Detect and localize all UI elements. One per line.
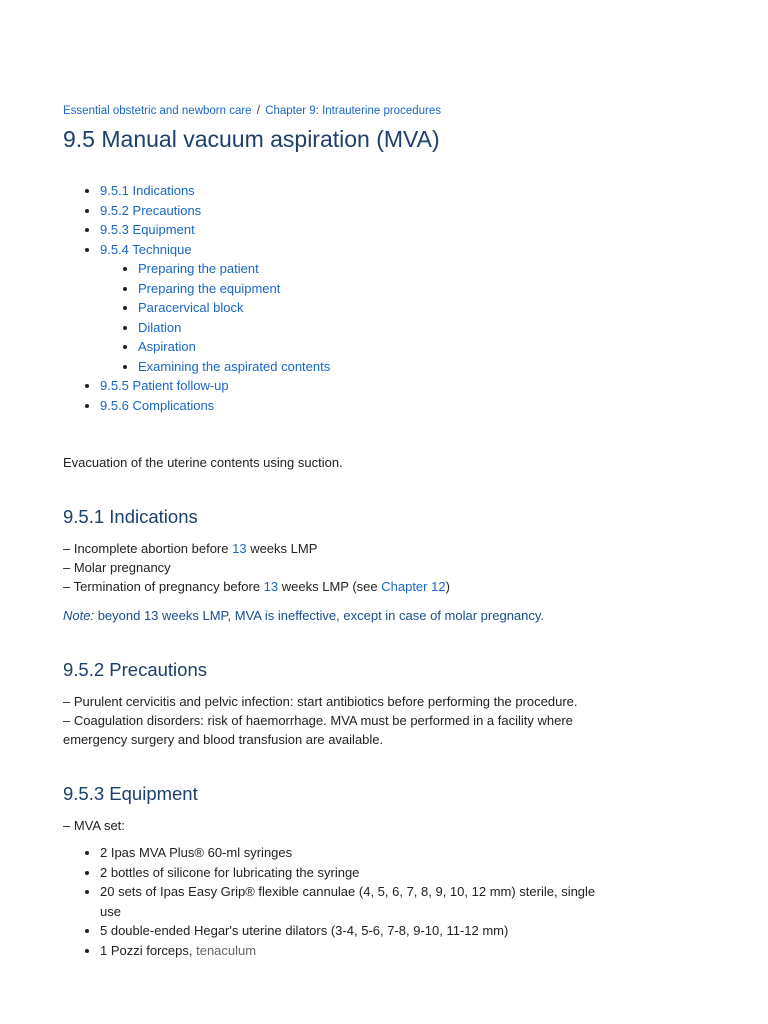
- breadcrumb-book-link[interactable]: Essential obstetric and newborn care: [63, 105, 252, 117]
- equipment-item: [100, 941, 603, 961]
- toc-item: [100, 396, 603, 416]
- toc-link-examining-contents[interactable]: Examining the aspirated contents: [138, 358, 331, 374]
- breadcrumb-separator: /: [256, 105, 260, 117]
- glossary-term[interactable]: tenaculum: [196, 942, 257, 958]
- toc-link-dilation[interactable]: Dilation: [138, 319, 182, 335]
- mva-set-label: – MVA set:: [63, 818, 125, 833]
- toc-link-complications[interactable]: 9.5.6 Complications: [100, 397, 215, 413]
- toc-subitem: [138, 318, 603, 338]
- precautions-list: [63, 692, 603, 749]
- weeks-link[interactable]: 13: [263, 579, 279, 594]
- toc-link-aspiration[interactable]: Aspiration: [138, 339, 196, 354]
- toc-item: [100, 376, 603, 396]
- text: – Incomplete abortion before: [63, 541, 233, 556]
- text: weeks LMP: [246, 541, 318, 556]
- toc-subitem: [138, 298, 603, 318]
- breadcrumb: [63, 103, 603, 119]
- toc-item: [100, 181, 603, 201]
- toc-link-technique[interactable]: 9.5.4 Technique: [100, 241, 192, 257]
- toc-subitem: [138, 337, 603, 357]
- section-heading-indications: 9.5.1 Indications: [63, 506, 198, 527]
- precaution-line: – Coagulation disorders: risk of haemorrhage. MVA must be performed in a facility where emergency surgery and blood transfusion are available.: [63, 713, 573, 747]
- toc-subitem: [138, 357, 603, 377]
- note-box: [63, 606, 603, 625]
- toc-link-followup[interactable]: 9.5.5 Patient follow-up: [100, 378, 229, 393]
- toc-link-precautions[interactable]: 9.5.2 Precautions: [100, 202, 202, 218]
- table-of-contents: [63, 181, 603, 415]
- article: [63, 103, 603, 960]
- text: weeks LMP (see: [278, 579, 382, 594]
- text: – Termination of pregnancy before: [63, 579, 264, 594]
- equipment-item: • 2 Ipas MVA Plus® 60-ml syringes: [100, 843, 603, 863]
- precaution-line: – Purulent cervicitis and pelvic infection: start antibiotics before performing the procedure.: [63, 694, 578, 709]
- section-heading-equipment: 9.5.3 Equipment: [63, 783, 198, 804]
- equipment-list: [63, 843, 603, 960]
- section-heading-precautions: 9.5.2 Precautions: [63, 659, 207, 680]
- toc-item: [100, 201, 603, 221]
- indications-list: [63, 539, 603, 596]
- toc-link-preparing-equipment[interactable]: Preparing the equipment: [138, 280, 281, 296]
- toc-subitem: [138, 279, 603, 299]
- breadcrumb-chapter-link[interactable]: Chapter 9: Intrauterine procedures: [265, 105, 441, 117]
- page-title: 9.5 Manual vacuum aspiration (MVA): [63, 126, 440, 152]
- note-label: Note:: [63, 608, 95, 623]
- intro-paragraph: Evacuation of the uterine contents using suction.: [63, 455, 343, 470]
- toc-item: [100, 240, 603, 377]
- weeks-link[interactable]: 13: [232, 541, 247, 556]
- chapter-12-link[interactable]: Chapter 12: [381, 579, 446, 594]
- toc-link-preparing-patient[interactable]: Preparing the patient: [138, 261, 259, 276]
- toc-link-paracervical-block[interactable]: Paracervical block: [138, 300, 244, 315]
- indication-line: [63, 577, 603, 596]
- toc-item: [100, 220, 603, 240]
- equipment-item: • 20 sets of Ipas Easy Grip® flexible cannulae (4, 5, 6, 7, 8, 9, 10, 12 mm) sterile, single use: [100, 882, 603, 921]
- text: ): [445, 579, 450, 594]
- indication-line: [63, 539, 603, 558]
- note-text: beyond 13 weeks LMP, MVA is ineffective, except in case of molar pregnancy.: [94, 608, 545, 623]
- toc-subitem: [138, 259, 603, 279]
- indication-line: – Molar pregnancy: [63, 560, 171, 575]
- text: 1 Pozzi forceps,: [100, 942, 197, 958]
- toc-sublist: [100, 259, 603, 376]
- toc-link-indications[interactable]: 9.5.1 Indications: [100, 183, 195, 198]
- toc-link-equipment[interactable]: 9.5.3 Equipment: [100, 222, 195, 237]
- equipment-item: • 2 bottles of silicone for lubricating the syringe: [100, 863, 603, 883]
- equipment-item: • 5 double-ended Hegar's uterine dilators (3-4, 5-6, 7-8, 9-10, 11-12 mm): [100, 921, 603, 941]
